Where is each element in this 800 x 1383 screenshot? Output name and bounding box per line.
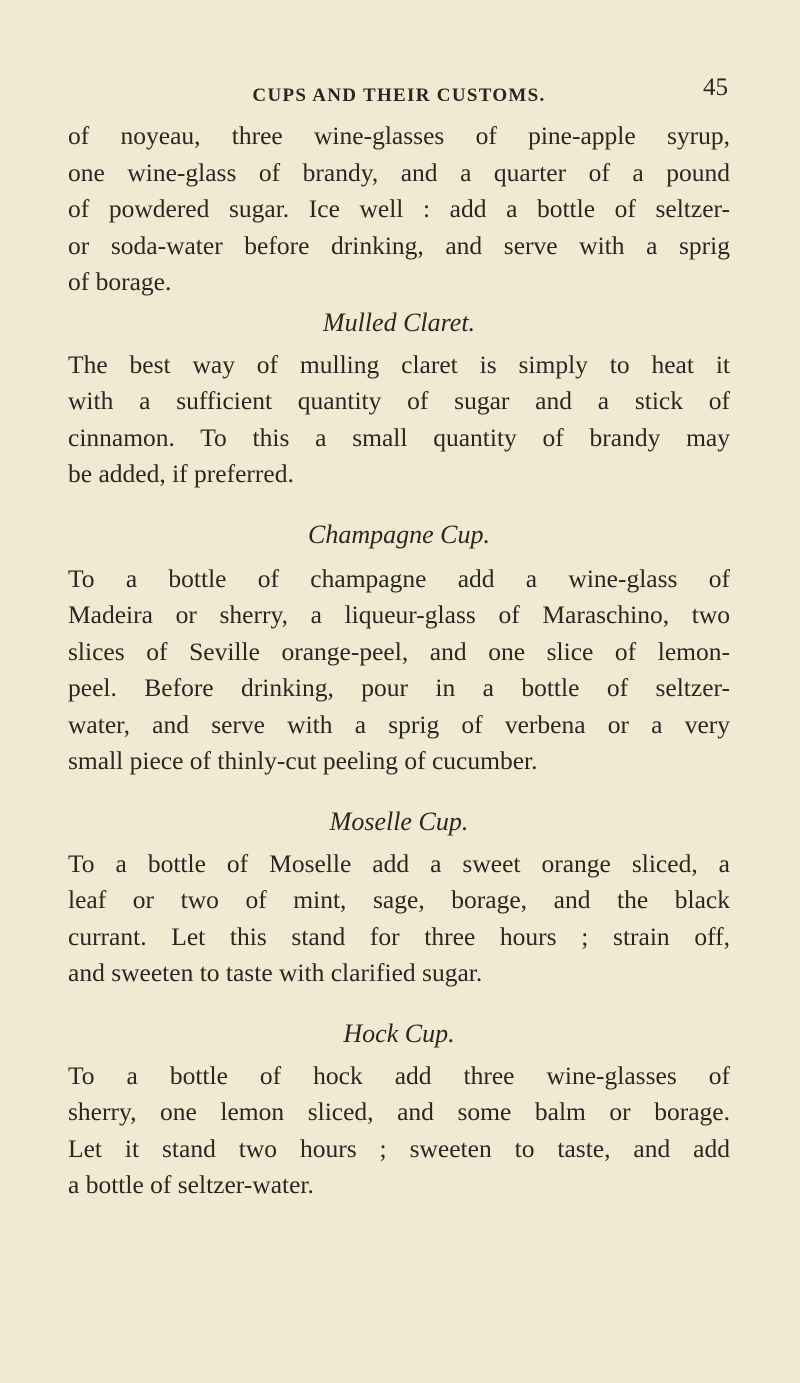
text-line: slices of Seville orange-peel, and one slice of lemon- [68, 636, 730, 666]
page-number: 45 [703, 74, 728, 101]
running-title: CUPS AND THEIR CUSTOMS. [252, 85, 546, 106]
section-paragraph [68, 1058, 730, 1204]
section-paragraph [68, 561, 730, 780]
text-line: of noyeau, three wine-glasses of pine-apple syrup, [68, 121, 730, 150]
text-line: be added, if preferred. [68, 459, 294, 488]
text-line: a bottle of seltzer-water. [68, 1170, 314, 1199]
section-paragraph [68, 846, 730, 992]
text-line: leaf or two of mint, sage, borage, and the black [68, 885, 730, 914]
text-line: with a sufficient quantity of sugar and a stick of [68, 386, 730, 415]
intro-paragraph [68, 118, 730, 301]
text-line: currant. Let this stand for three hours ; strain off, [68, 921, 730, 951]
text-line: of borage. [68, 267, 172, 296]
text-line: of powdered sugar. Ice well : add a bottle of seltzer- [68, 194, 730, 223]
text-line: To a bottle of Moselle add a sweet orange sliced, a [68, 848, 730, 878]
text-line: cinnamon. To this a small quantity of brandy may [68, 422, 730, 452]
text-line: The best way of mulling claret is simply to heat it [68, 349, 730, 379]
text-line: sherry, one lemon sliced, and some balm or borage. [68, 1097, 730, 1126]
text-line: water, and serve with a sprig of verbena or a very [68, 709, 730, 739]
text-line: Madeira or sherry, a liqueur-glass of Maraschino, two [68, 600, 730, 629]
text-line: To a bottle of champagne add a wine-glass of [68, 563, 730, 593]
section-heading: Mulled Claret. [322, 307, 476, 337]
text-line: To a bottle of hock add three wine-glasses of [68, 1060, 730, 1090]
section-heading: Moselle Cup. [329, 806, 469, 836]
text-line: and sweeten to taste with clarified sugar. [68, 958, 483, 987]
text-line: or soda-water before drinking, and serve with a sprig [68, 230, 730, 260]
text-line: Let it stand two hours ; sweeten to taste, and add [68, 1133, 730, 1163]
section-heading: Champagne Cup. [308, 519, 490, 549]
text-line: peel. Before drinking, pour in a bottle of seltzer- [68, 673, 730, 702]
section-paragraph [68, 347, 730, 493]
text-line: one wine-glass of brandy, and a quarter of a pound [68, 157, 730, 187]
running-head [68, 0, 730, 118]
section-heading: Hock Cup. [343, 1018, 455, 1048]
text-line: small piece of thinly-cut peeling of cucumber. [68, 746, 538, 775]
